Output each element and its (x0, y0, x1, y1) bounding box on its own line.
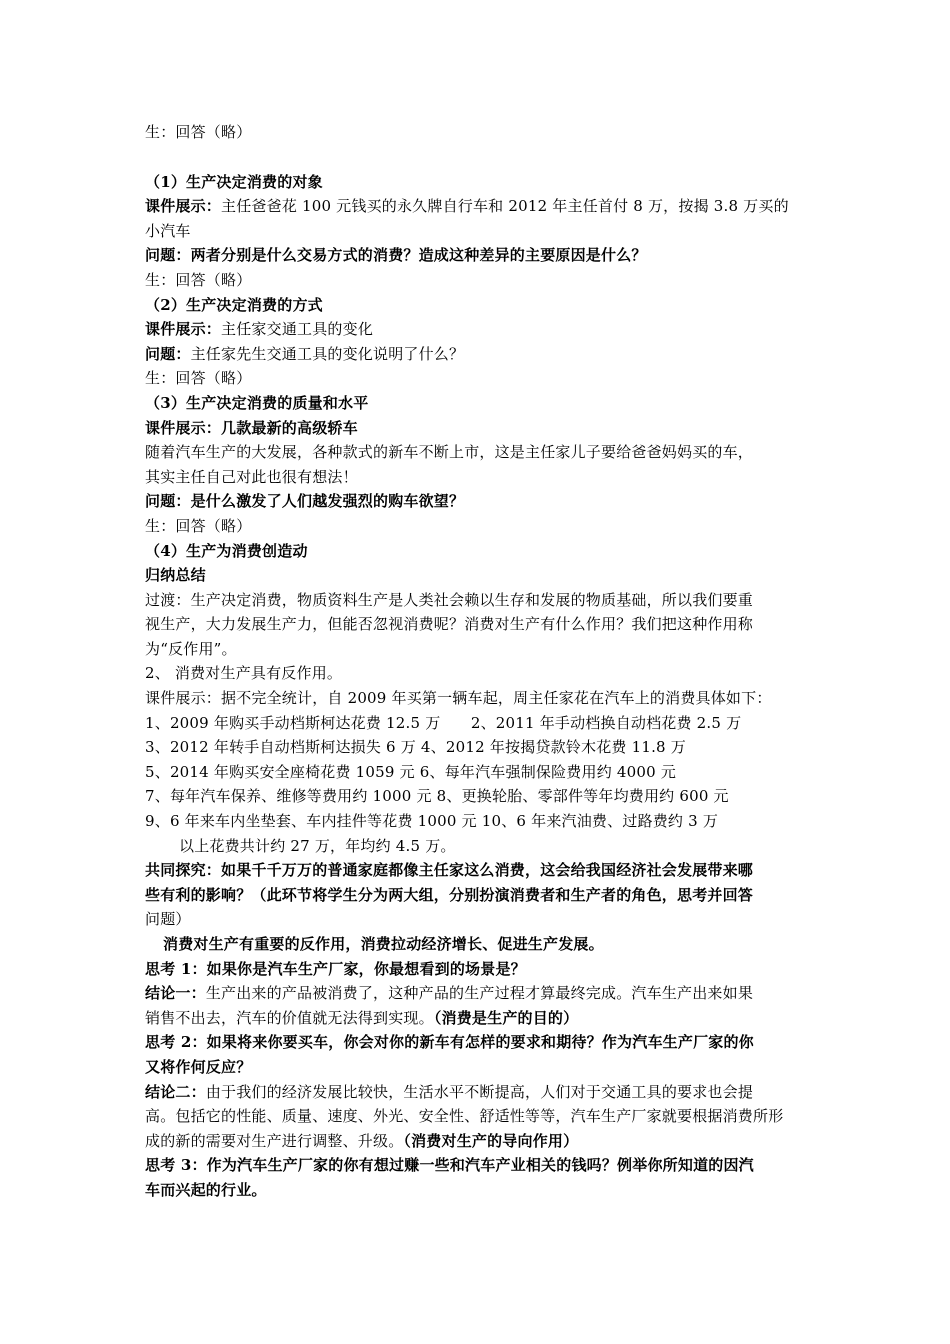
think-question-1: 思考 1：如果你是汽车生产厂家，你最想看到的场景是？ (145, 959, 526, 978)
courseware-display: 课件展示：几款最新的高级轿车 (145, 418, 358, 437)
student-answer: 生：回答（略） (145, 123, 252, 141)
expense-item: 7、每年汽车保养、维修等费用约 1000 元 8、更换轮胎、零部件等年均费用约 600 元 (145, 787, 729, 806)
label: 课件展示： (145, 320, 222, 339)
expense-total: 以上花费共计约 27 万，年均约 4.5 万。 (179, 836, 456, 855)
think-question-2: 又将作何反应？ (145, 1057, 252, 1076)
text: 销售不出去，汽车的价值就无法得到实现。 (145, 1008, 434, 1027)
courseware-display: 课件展示：据不完全统计，自 2009 年买第一辆车起，周主任家花在汽车上的消费具体如下： (145, 689, 772, 708)
expense-item: 3、2012 年转手自动档斯柯达损失 6 万 4、2012 年按揭贷款铃木花费 11.8 万 (145, 738, 686, 757)
text: 生产出来的产品被消费了，这种产品的生产过程才算最终完成。汽车生产出来如果 (205, 984, 754, 1003)
label: 结论二： (145, 1082, 206, 1101)
section-heading-3: （3）生产决定消费的质量和水平 (145, 393, 369, 412)
conclusion-1 (145, 981, 810, 1006)
expense-item: 1、2009 年购买手动档斯柯达花费 12.5 万 2、2011 年手动档换自动档花费 2.5 万 (145, 713, 742, 732)
think-question-2: 思考 2：如果将来你要买车，你会对你的新车有怎样的要求和期待？作为汽车生产厂家的你 (145, 1033, 754, 1052)
summary-heading: 归纳总结 (145, 566, 206, 585)
text: 成的新的需要对生产进行调整、升级。 (145, 1131, 404, 1150)
courseware-display (145, 194, 810, 219)
paragraph-line: 为“反作用”。 (145, 639, 237, 658)
student-answer: 生：回答（略） (145, 516, 252, 535)
section-heading-4: （4）生产为消费创造动 (145, 541, 308, 560)
document-body (145, 120, 810, 1203)
question (145, 342, 810, 367)
expense-item: 9、6 年来车内坐垫套、车内挂件等花费 1000 元 10、6 年来汽油费、过路费约 3 万 (145, 812, 719, 831)
text: 主任家交通工具的变化 (221, 320, 374, 339)
conclusion-2 (145, 1080, 810, 1105)
section-heading-1: （1）生产决定消费的对象 (145, 172, 323, 191)
student-answer: 生：回答（略） (145, 270, 252, 289)
student-answer: 生：回答（略） (145, 369, 252, 388)
point-heading: 2、 消费对生产具有反作用。 (145, 664, 343, 683)
section-heading-2: （2）生产决定消费的方式 (145, 295, 323, 314)
emphasis: （消费是生产的目的） (433, 1008, 579, 1027)
conclusion-2: 高。包括它的性能、质量、速度、外光、安全性、舒适性等等，汽车生产厂家就要根据消费所形 (145, 1107, 784, 1126)
think-question-3: 思考 3：作为汽车生产厂家的你有想过赚一些和汽车产业相关的钱吗？例举你所知道的因汽 (145, 1156, 754, 1175)
question: 问题：是什么激发了人们越发强烈的购车欲望？ (145, 492, 465, 511)
expense-item: 5、2014 年购买安全座椅花费 1059 元 6、每年汽车强制保险费用约 4000 元 (145, 762, 677, 781)
joint-exploration: 问题） (145, 910, 191, 929)
label: 问题： (145, 344, 191, 363)
paragraph-line: 过渡：生产决定消费，物质资料生产是人类社会赖以生存和发展的物质基础，所以我们要重 (145, 590, 754, 609)
think-question-3: 车而兴起的行业。 (145, 1180, 267, 1199)
text: 主任爸爸花 100 元钱买的永久牌自行车和 2012 年主任首付 8 万，按揭 3.8 万买的 (221, 197, 789, 216)
paragraph-line: 随着汽车生产的大发展，各种款式的新车不断上市，这是主任家儿子要给爸爸妈妈买的车， (145, 443, 754, 462)
key-conclusion: 消费对生产有重要的反作用，消费拉动经济增长、促进生产发展。 (163, 935, 604, 953)
label: 课件展示： (145, 197, 222, 216)
emphasis: （消费对生产的导向作用） (403, 1131, 579, 1150)
joint-exploration: 些有利的影响？（此环节将学生分为两大组，分别扮演消费者和生产者的角色，思考并回答 (145, 885, 754, 904)
joint-exploration: 共同探究：如果千千万万的普通家庭都像主任家这么消费，这会给我国经济社会发展带来哪 (145, 861, 754, 880)
paragraph-line: 视生产，大力发展生产力，但能否忽视消费呢？消费对生产有什么作用？我们把这种作用称 (145, 615, 754, 634)
label: 结论一： (145, 984, 206, 1003)
conclusion-2 (145, 1129, 810, 1154)
conclusion-1 (145, 1006, 810, 1031)
text: 主任家先生交通工具的变化说明了什么？ (190, 344, 465, 363)
blank-line (145, 145, 810, 170)
paragraph-line: 小汽车 (145, 221, 191, 240)
question: 问题：两者分别是什么交易方式的消费？造成这种差异的主要原因是什么？ (145, 246, 647, 265)
paragraph-line: 其实主任自己对此也很有想法！ (145, 467, 358, 486)
text: 由于我们的经济发展比较快，生活水平不断提高，人们对于交通工具的要求也会提 (205, 1082, 754, 1101)
courseware-display (145, 317, 810, 342)
